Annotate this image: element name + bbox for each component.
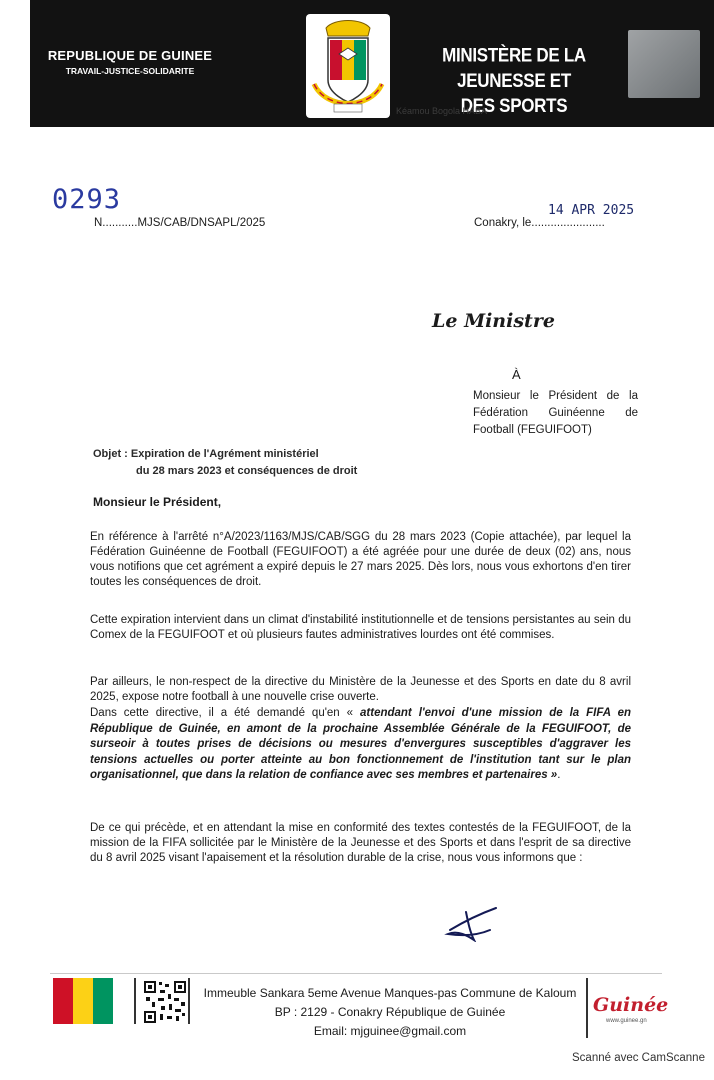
- body-paragraph-4: [90, 706, 631, 784]
- guinee-brand-logo: Guinée: [593, 994, 669, 1016]
- reference-number: N...........MJS/CAB/DNSAPL/2025: [94, 217, 266, 229]
- date-stamp: 14 APR 2025: [548, 203, 635, 218]
- republic-title: REPUBLIQUE DE GUINEE: [47, 48, 213, 63]
- guinee-brand-url: www.guinee.gn: [606, 1018, 647, 1024]
- ministry-title-line2: DES SPORTS: [460, 94, 568, 117]
- place-and-date: Conakry, le.......................: [474, 217, 605, 229]
- qr-code-icon: [143, 980, 187, 1024]
- directive-intro: Dans cette directive, il a été demandé qu'en «: [90, 707, 361, 719]
- footer-separator-mid: [188, 978, 190, 1024]
- republic-block: [40, 48, 220, 76]
- address-line2: BP : 2129 - Conakry République de Guinée: [274, 1005, 506, 1019]
- minister-name: Kéamou Bogola HABA: [396, 106, 488, 116]
- guinea-flag-icon: [53, 978, 113, 1024]
- ministry-title-line1: MINISTÈRE DE LA JEUNESSE ET: [442, 44, 586, 92]
- subject-line2: du 28 mars 2023 et conséquences de droit: [136, 465, 358, 477]
- letterhead-header: [30, 0, 714, 127]
- body-paragraph-3: Par ailleurs, le non-respect de la directive du Ministère de la Jeunesse et des Sports en date du 8 avril 2025, expose notre football à une nouvelle crise ouverte.: [90, 676, 631, 703]
- national-motto: TRAVAIL-JUSTICE-SOLIDARITE: [65, 66, 195, 76]
- body-paragraph-5: De ce qui précède, et en attendant la mise en conformité des textes contestés de la FEGUIFOOT, de la mission de la FIFA sollicitée par le Ministère de la Jeunesse et des Sports et dans l'esprit de sa directive du 8 avril 2025 visant l'apaisement et la résolution durable de la crise, nous vous informons que :: [90, 822, 631, 864]
- scanner-watermark: Scanné avec CamScanne: [572, 1052, 705, 1064]
- subject-line1: Objet : Expiration de l'Agrément ministériel: [93, 448, 319, 460]
- coat-of-arms-emblem: [306, 14, 390, 118]
- directive-quote: attendant l'envoi d'une mission de la FIFA en République de Guinée, en amont de la prochaine Assemblée Générale de la FEGUIFOOT, de surseoir à toutes prises de décisions ou mesures d'envergures susceptibles d'aggraver les tensions actuelles ou porter atteinte au bon fonctionnement de l'institution tant sur le plan organisationnel, que dans la relation de confiance avec ses membres et partenaires »: [90, 707, 631, 781]
- body-paragraph-2: Cette expiration intervient dans un climat d'instabilité institutionnelle et de tensions persistantes au sein du Comex de la FEGUIFOOT et où plusieurs fautes administratives lourdes ont été commises.: [90, 614, 631, 641]
- subject-block: [93, 446, 423, 480]
- salutation: Monsieur le Président,: [93, 495, 222, 509]
- footer-separator-left: [134, 978, 136, 1024]
- footer-separator-right: [586, 978, 588, 1038]
- sender-title: Le Ministre: [432, 310, 555, 332]
- contact-email: Email: mjguinee@gmail.com: [313, 1024, 467, 1038]
- address-line1: Immeuble Sankara 5eme Avenue Manques-pas Commune de Kaloum: [203, 986, 577, 1000]
- directive-end: .: [557, 769, 561, 781]
- ministry-address: [194, 984, 586, 1041]
- body-paragraph-1: En référence à l'arrêté n°A/2023/1163/MJS/CAB/SGG du 28 mars 2023 (Copie attachée), par lequel la Fédération Guinéenne de Football (FEGUIFOOT) a été agréée pour une durée de deux (02) ans, nous vous notifions que cet agrément a expiré depuis le 27 mars 2025. Dès lors, nous vous exhortons d'en tirer toutes les conséquences de droit.: [90, 531, 631, 588]
- footer-divider: [50, 973, 662, 974]
- registration-number-stamp: 0293: [52, 184, 122, 215]
- recipient-prefix: À: [512, 367, 521, 382]
- ministry-seal-image: [628, 30, 700, 98]
- handwritten-signature: [444, 900, 504, 942]
- recipient-address: Monsieur le Président de la Fédération Guinéenne de Football (FEGUIFOOT): [473, 390, 638, 436]
